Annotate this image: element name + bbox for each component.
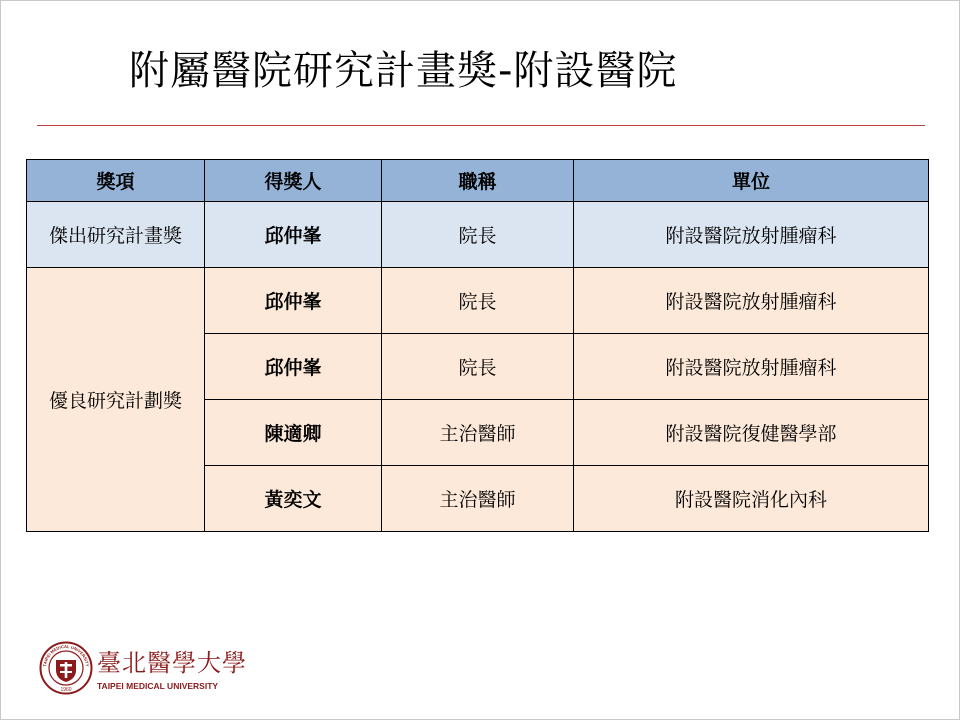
recipient-title: 院長 bbox=[382, 268, 574, 334]
recipient-unit: 附設醫院放射腫瘤科 bbox=[574, 202, 929, 268]
table-row bbox=[27, 202, 929, 268]
table-row bbox=[27, 268, 929, 334]
university-name-en: TAIPEI MEDICAL UNIVERSITY bbox=[97, 681, 219, 691]
recipient-unit: 附設醫院消化內科 bbox=[574, 466, 929, 532]
header-recipient: 得獎人 bbox=[205, 160, 382, 202]
recipient-name: 陳適卿 bbox=[205, 400, 382, 466]
recipient-name: 邱仲峯 bbox=[205, 334, 382, 400]
recipient-name: 邱仲峯 bbox=[205, 202, 382, 268]
recipient-title: 院長 bbox=[382, 202, 574, 268]
recipient-name: 邱仲峯 bbox=[205, 268, 382, 334]
header-job-title: 職稱 bbox=[382, 160, 574, 202]
header-unit: 單位 bbox=[574, 160, 929, 202]
table-header-row bbox=[27, 160, 929, 202]
recipient-title: 主治醫師 bbox=[382, 466, 574, 532]
university-logo bbox=[39, 641, 247, 701]
header-award: 獎項 bbox=[27, 160, 205, 202]
recipient-unit: 附設醫院放射腫瘤科 bbox=[574, 268, 929, 334]
award-category-excellent: 優良研究計劃獎 bbox=[27, 268, 205, 532]
recipient-unit: 附設醫院放射腫瘤科 bbox=[574, 334, 929, 400]
title-divider bbox=[37, 125, 925, 126]
university-seal-icon bbox=[39, 641, 93, 695]
svg-text:TAIPEI MEDICAL UNIVERSITY: TAIPEI MEDICAL UNIVERSITY bbox=[42, 643, 90, 667]
recipient-title: 院長 bbox=[382, 334, 574, 400]
svg-text:1960: 1960 bbox=[60, 687, 72, 693]
recipient-name: 黃奕文 bbox=[205, 466, 382, 532]
awards-table bbox=[26, 159, 929, 532]
page-title: 附屬醫院研究計畫獎-附設醫院 bbox=[129, 48, 678, 94]
recipient-title: 主治醫師 bbox=[382, 400, 574, 466]
recipient-unit: 附設醫院復健醫學部 bbox=[574, 400, 929, 466]
university-name-cn: 臺北醫學大學 bbox=[97, 649, 247, 677]
award-category-outstanding: 傑出研究計畫獎 bbox=[27, 202, 205, 268]
